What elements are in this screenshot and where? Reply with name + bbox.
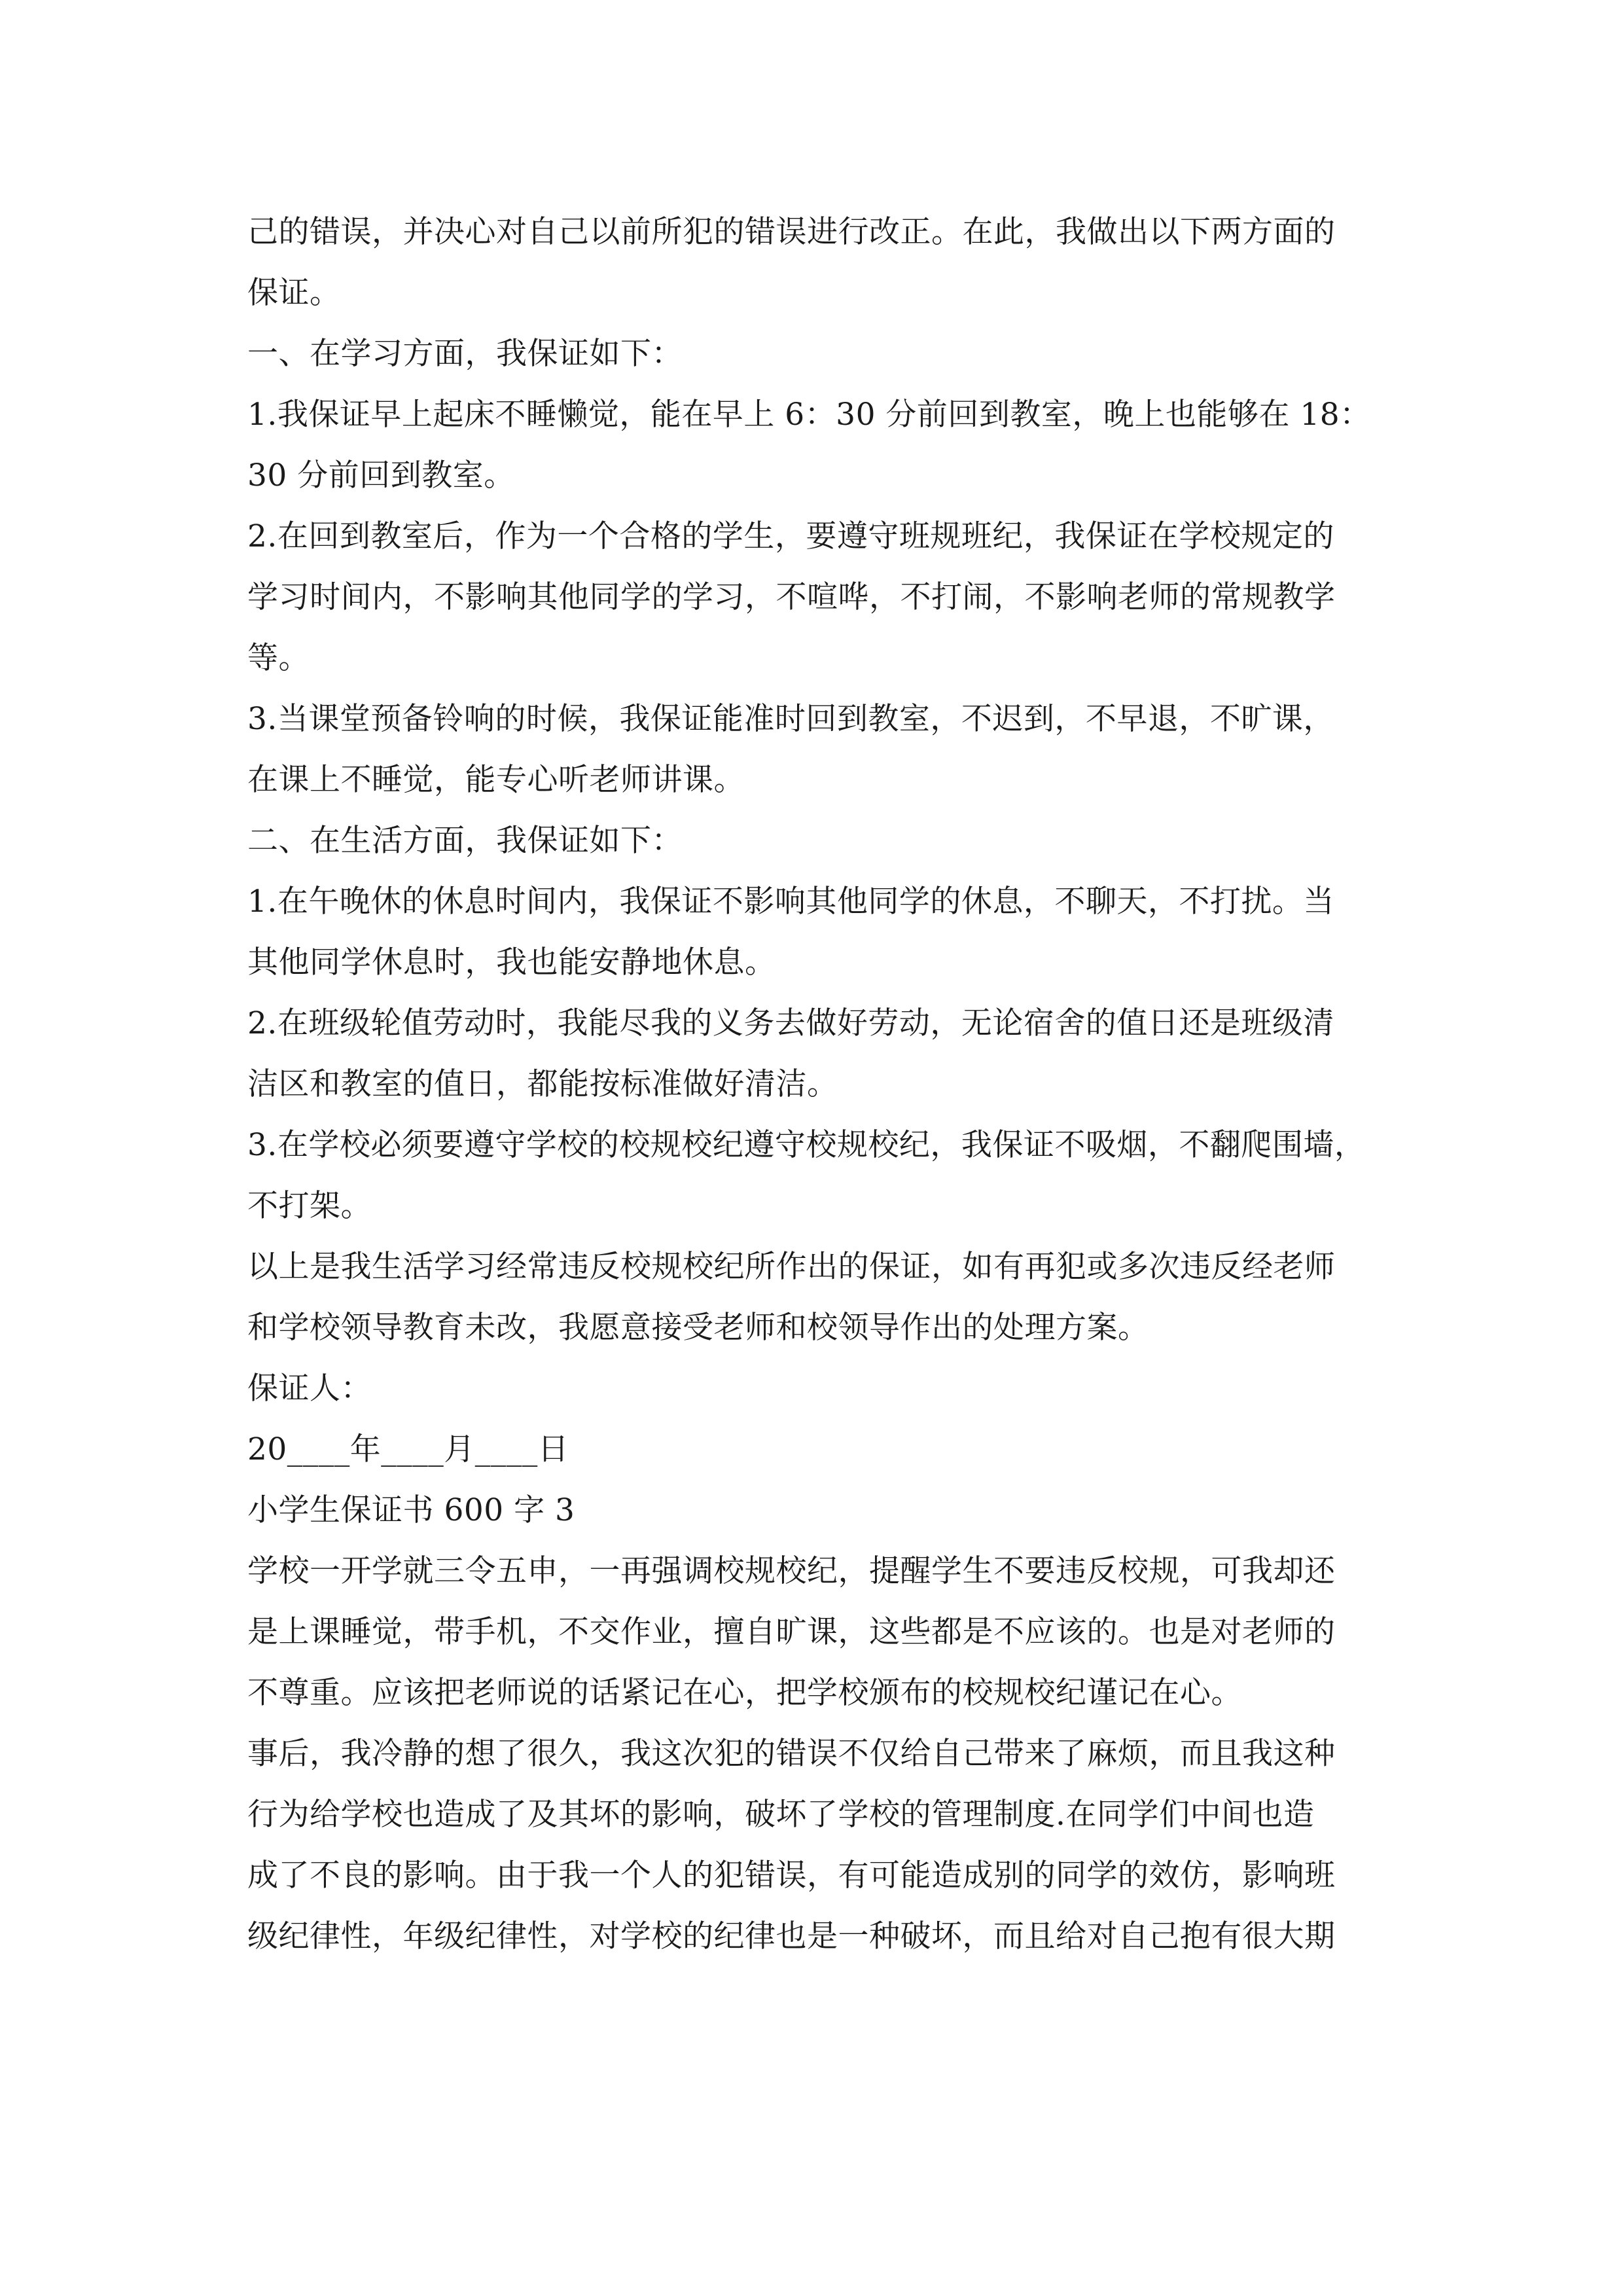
text-line: 2.在回到教室后，作为一个合格的学生，要遵守班规班纪，我保证在学校规定的	[247, 518, 1334, 554]
text-line: 洁区和教室的值日，都能按标准做好清洁。	[247, 1066, 838, 1102]
section-heading: 二、在生活方面，我保证如下：	[247, 823, 683, 859]
text-line: 以上是我生活学习经常违反校规校纪所作出的保证，如有再犯或多次违反经老师	[247, 1249, 1336, 1285]
text-line: 2.在班级轮值劳动时，我能尽我的义务去做好劳动，无论宿舍的值日还是班级清	[247, 1005, 1334, 1041]
text-line: 行为给学校也造成了及其坏的影响，破坏了学校的管理制度.在同学们中间也造	[247, 1797, 1315, 1833]
text-line: 和学校领导教育未改，我愿意接受老师和校领导作出的处理方案。	[247, 1310, 1149, 1346]
text-line: 1.在午晚休的休息时间内，我保证不影响其他同学的休息，不聊天，不打扰。当	[247, 884, 1334, 920]
signature-label: 保证人：	[247, 1371, 372, 1407]
text-line: 是上课睡觉，带手机，不交作业，擅自旷课，这些都是不应该的。也是对老师的	[247, 1614, 1336, 1650]
text-line: 事后，我冷静的想了很久，我这次犯的错误不仅给自己带来了麻烦，而且我这种	[247, 1736, 1336, 1772]
text-line: 1.我保证早上起床不睡懒觉，能在早上 6：30 分前回到教室，晚上也能够在 18：	[247, 397, 1371, 433]
text-line: 30 分前回到教室。	[247, 457, 515, 493]
text-line: 保证。	[247, 275, 341, 311]
section-heading: 一、在学习方面，我保证如下：	[247, 336, 683, 372]
text-line: 等。	[247, 640, 310, 676]
text-line: 不打架。	[247, 1188, 372, 1224]
text-line: 己的错误，并决心对自己以前所犯的错误进行改正。在此，我做出以下两方面的	[247, 214, 1336, 250]
text-line: 学校一开学就三令五申，一再强调校规校纪，提醒学生不要违反校规，可我却还	[247, 1553, 1336, 1589]
date-line: 20____年____月____日	[247, 1431, 569, 1467]
text-line: 在课上不睡觉，能专心听老师讲课。	[247, 762, 745, 798]
text-line: 级纪律性，年级纪律性，对学校的纪律也是一种破坏，而且给对自己抱有很大期	[247, 1918, 1336, 1954]
text-line: 不尊重。应该把老师说的话紧记在心，把学校颁布的校规校纪谨记在心。	[247, 1675, 1242, 1711]
document-body	[247, 202, 1389, 1967]
text-line: 3.在学校必须要遵守学校的校规校纪遵守校规校纪，我保证不吸烟，不翻爬围墙，	[247, 1127, 1366, 1163]
text-line: 3.当课堂预备铃响的时候，我保证能准时回到教室，不迟到，不早退，不旷课，	[247, 701, 1334, 737]
text-line: 其他同学休息时，我也能安静地休息。	[247, 944, 776, 980]
document-title: 小学生保证书 600 字 3	[247, 1492, 575, 1528]
text-line: 成了不良的影响。由于我一个人的犯错误，有可能造成别的同学的效仿，影响班	[247, 1857, 1336, 1893]
text-line: 学习时间内，不影响其他同学的学习，不喧哗，不打闹，不影响老师的常规教学	[247, 579, 1336, 615]
